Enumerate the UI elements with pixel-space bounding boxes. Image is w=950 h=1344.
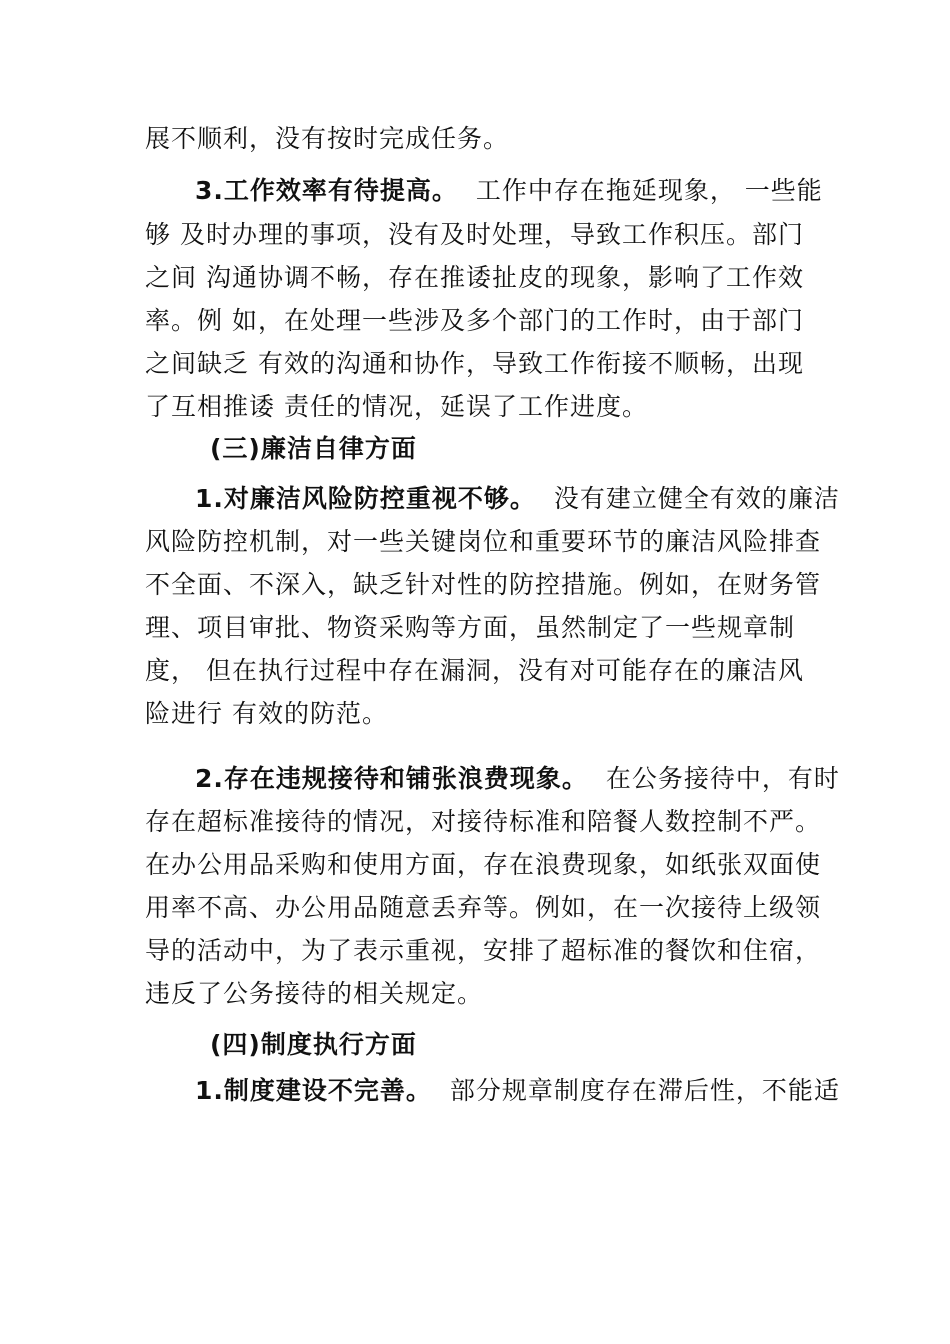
- paragraph-line: 存在超标准接待的情况，对接待标准和陪餐人数控制不严。: [145, 807, 822, 836]
- paragraph-line: 够 及时办理的事项，没有及时处理，导致工作积压。部门: [145, 220, 804, 249]
- paragraph-line: [195, 764, 840, 794]
- paragraph-line: [195, 176, 823, 206]
- paragraph-line: 在办公用品采购和使用方面，存在浪费现象，如纸张双面使: [145, 850, 822, 879]
- item-text: 在公务接待中，有时: [605, 764, 840, 793]
- paragraph-line: 违反了公务接待的相关规定。: [145, 979, 484, 1008]
- paragraph-line: [195, 1076, 840, 1106]
- paragraph-line: 用率不高、办公用品随意丢弃等。例如，在一次接待上级领: [145, 893, 822, 922]
- paragraph-line: 不全面、不深入，缺乏针对性的防控措施。例如，在财务管: [145, 570, 822, 599]
- item-heading: 3.工作效率有待提高。: [195, 176, 458, 205]
- paragraph-line: 风险防控机制，对一些关键岗位和重要环节的廉洁风险排查: [145, 527, 822, 556]
- paragraph-line: 险进行 有效的防范。: [145, 699, 388, 728]
- paragraph-line: 之间缺乏 有效的沟通和协作，导致工作衔接不顺畅，出现: [145, 349, 804, 378]
- paragraph-line: 导的活动中，为了表示重视，安排了超标准的餐饮和住宿，: [145, 936, 822, 965]
- item-heading: 1.对廉洁风险防控重视不够。: [195, 484, 536, 513]
- paragraph-line: 率。例 如，在处理一些涉及多个部门的工作时，由于部门: [145, 306, 804, 335]
- paragraph-line: 之间 沟通协调不畅，存在推诿扯皮的现象，影响了工作效: [145, 263, 804, 292]
- paragraph-line: 了互相推诿 责任的情况，延误了工作进度。: [145, 392, 648, 421]
- item-text: 没有建立健全有效的廉洁: [553, 484, 840, 513]
- section-heading: (三)廉洁自律方面: [210, 434, 417, 463]
- item-text: 部分规章制度存在滞后性，不能适: [449, 1076, 840, 1105]
- paragraph-line: [195, 484, 840, 514]
- paragraph-line: 展不顺利，没有按时完成任务。: [145, 124, 510, 153]
- paragraph-line: 理、项目审批、物资采购等方面，虽然制定了一些规章制: [145, 613, 796, 642]
- section-heading: (四)制度执行方面: [210, 1030, 417, 1059]
- item-text: 工作中存在拖延现象， 一些能: [475, 176, 823, 205]
- item-heading: 1.制度建设不完善。: [195, 1076, 432, 1105]
- paragraph-line: 度， 但在执行过程中存在漏洞，没有对可能存在的廉洁风: [145, 656, 804, 685]
- item-heading: 2.存在违规接待和铺张浪费现象。: [195, 764, 588, 793]
